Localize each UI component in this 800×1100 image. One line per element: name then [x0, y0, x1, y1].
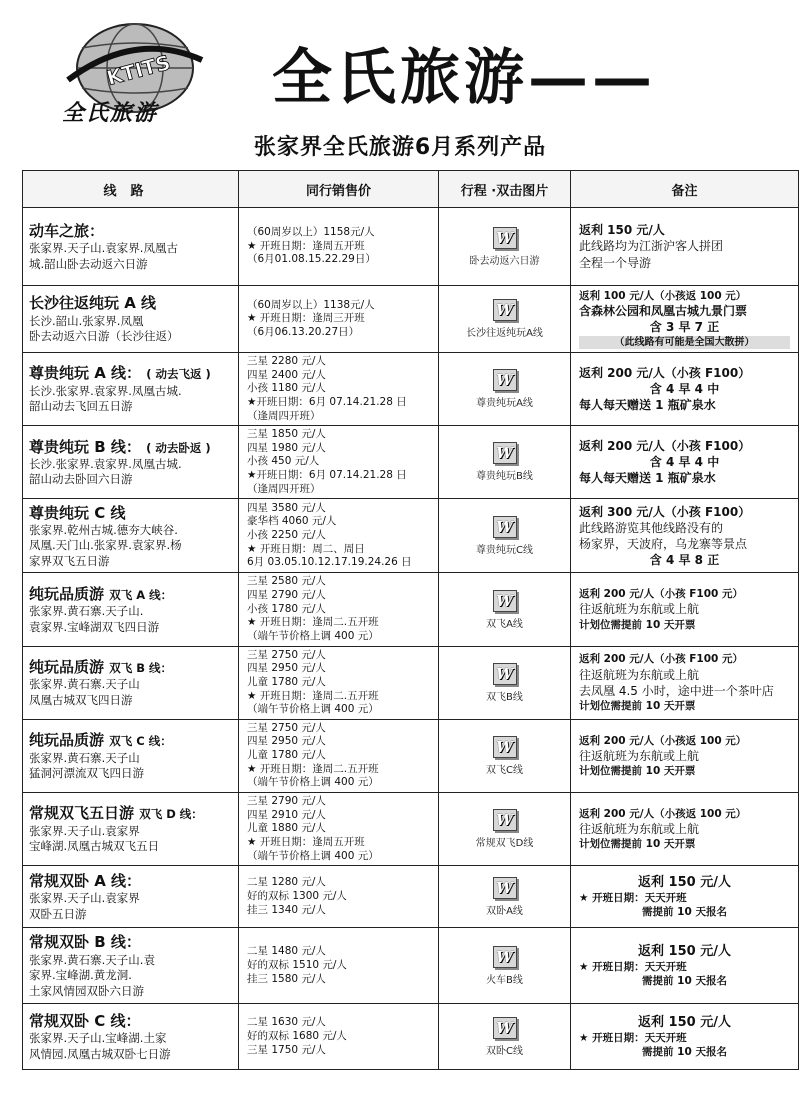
- route-desc-line: 张家界.黄石寨.天子山: [29, 750, 140, 765]
- route-title: 常规双飞五日游 双飞 D 线：: [29, 804, 203, 823]
- price-line: ★ 开班日期：逢周三开班: [247, 312, 365, 325]
- itinerary-doc-link[interactable]: [440, 227, 569, 267]
- route-desc-line: 凤凰.天门山.张家界.袁家界.杨: [29, 538, 182, 553]
- table-row: [23, 573, 799, 646]
- price-line: （逢周四开班）: [247, 482, 321, 495]
- word-doc-icon[interactable]: W: [493, 442, 517, 464]
- table-row: [23, 866, 799, 928]
- itinerary-doc-label: 双卧A线: [486, 905, 523, 917]
- price-line: 挂三 1340 元/人: [247, 903, 326, 916]
- itinerary-doc-cell: [439, 499, 571, 573]
- word-doc-icon[interactable]: W: [493, 946, 517, 968]
- itinerary-doc-link[interactable]: [440, 736, 569, 776]
- price-line: 三星 2750 元/人: [247, 648, 326, 661]
- price-line: 儿童 1780 元/人: [247, 675, 326, 688]
- price-line: 三星 1850 元/人: [247, 428, 326, 441]
- note-line: 返利 150 元/人: [638, 874, 731, 890]
- itinerary-doc-label: 火车B线: [486, 974, 523, 986]
- note-line: 含 4 早 8 正: [649, 553, 720, 568]
- col-header-itinerary: 行程 ·双击图片: [439, 171, 571, 208]
- note-line: 往返航班为东航或上航: [579, 602, 700, 617]
- route-cell: [23, 793, 239, 866]
- itinerary-doc-link[interactable]: [440, 590, 569, 630]
- note-line: 每人每天赠送 1 瓶矿泉水: [579, 471, 716, 486]
- note-line: 返利 150 元/人: [638, 943, 731, 959]
- route-cell: [23, 1004, 239, 1070]
- price-cell: [239, 646, 439, 719]
- route-title: 尊贵纯玩 B 线： ( 动去卧返 ): [29, 437, 211, 456]
- price-line: 小孩 1780 元/人: [247, 602, 326, 615]
- itinerary-doc-cell: [439, 286, 571, 353]
- itinerary-doc-cell: [439, 719, 571, 792]
- price-line: （60周岁以上）1138元/人: [247, 298, 375, 311]
- price-line: 三星 1750 元/人: [247, 1043, 326, 1056]
- itinerary-doc-cell: [439, 793, 571, 866]
- price-cell: [239, 286, 439, 353]
- itinerary-doc-link[interactable]: [440, 877, 569, 917]
- price-line: ★开班日期：6月 07.14.21.28 日: [247, 469, 407, 482]
- price-line: 三星 2580 元/人: [247, 575, 326, 588]
- price-line: （60周岁以上）1158元/人: [247, 226, 375, 239]
- note-line: 计划位需提前 10 天开票: [579, 765, 696, 777]
- price-line: 三星 2750 元/人: [247, 721, 326, 734]
- notes-cell: [571, 719, 799, 792]
- route-desc-line: 张家界.天子山.宝峰湖.土家: [29, 1031, 167, 1046]
- route-desc-line: 宝峰湖.凤凰古城双飞五日: [29, 839, 160, 854]
- col-header-price: 同行销售价: [239, 171, 439, 208]
- notes-cell: [571, 353, 799, 426]
- word-doc-icon[interactable]: W: [493, 877, 517, 899]
- notes-cell: [571, 208, 799, 286]
- price-cell: [239, 866, 439, 928]
- table-row: [23, 928, 799, 1004]
- note-line: 返利 100 元/人（小孩返 100 元）: [579, 289, 747, 302]
- route-cell: [23, 646, 239, 719]
- col-header-notes: 备注: [571, 171, 799, 208]
- word-doc-icon[interactable]: W: [493, 809, 517, 831]
- table-row: [23, 499, 799, 573]
- price-cell: [239, 426, 439, 499]
- route-title-suffix: ( 动去卧返 ): [146, 440, 211, 455]
- table-row: [23, 646, 799, 719]
- note-line: 往返航班为东航或上航: [579, 822, 700, 837]
- word-doc-icon[interactable]: W: [493, 663, 517, 685]
- route-desc-line: 土家风情园双卧六日游: [29, 983, 144, 998]
- price-line: （6月01.08.15.22.29日）: [247, 253, 376, 266]
- price-line: 小孩 2250 元/人: [247, 529, 326, 542]
- table-row: [23, 353, 799, 426]
- note-line: 计划位需提前 10 天开票: [579, 838, 696, 851]
- notes-cell: [571, 573, 799, 646]
- word-doc-icon[interactable]: W: [493, 1017, 517, 1039]
- itinerary-doc-cell: [439, 426, 571, 499]
- note-line: 含 4 早 4 中: [649, 455, 720, 470]
- price-line: 四星 2400 元/人: [247, 368, 326, 381]
- route-desc-line: 卧去动返六日游（长沙往返）: [29, 329, 179, 344]
- price-cell: [239, 1004, 439, 1070]
- price-line: （端午节价格上调 400 元）: [247, 703, 379, 716]
- itinerary-doc-cell: [439, 573, 571, 646]
- price-cell: [239, 353, 439, 426]
- price-line: 二星 1480 元/人: [247, 945, 326, 958]
- note-line: 返利 200 元/人（小孩返 100 元）: [579, 807, 747, 820]
- notes-cell: [571, 286, 799, 353]
- note-line: 往返航班为东航或上航: [579, 748, 700, 763]
- note-line: 返利 300 元/人（小孩 F100）: [579, 504, 751, 519]
- price-line: ★ 开班日期：逢周五开班: [247, 239, 365, 252]
- itinerary-doc-label: 尊贵纯玩A线: [476, 398, 533, 410]
- note-line: 每人每天赠送 1 瓶矿泉水: [579, 398, 716, 413]
- price-line: 四星 2790 元/人: [247, 589, 326, 602]
- itinerary-doc-cell: [439, 866, 571, 928]
- price-line: ★ 开班日期：周二、周日: [247, 542, 365, 555]
- itinerary-doc-link[interactable]: [440, 1017, 569, 1057]
- note-line: 此线路游览其他线路没有的: [579, 520, 724, 535]
- notes-cell: [571, 499, 799, 573]
- word-doc-icon[interactable]: W: [493, 590, 517, 612]
- route-cell: [23, 286, 239, 353]
- route-cell: [23, 208, 239, 286]
- note-line: 返利 200 元/人（小孩 F100）: [579, 365, 751, 380]
- itinerary-doc-label: 尊贵纯玩B线: [476, 471, 533, 483]
- itinerary-doc-link[interactable]: [440, 516, 569, 556]
- route-cell: [23, 426, 239, 499]
- note-line: ★ 开班日期：天天开班: [579, 961, 687, 974]
- notes-cell: [571, 426, 799, 499]
- route-title: 尊贵纯玩 C 线: [29, 503, 126, 522]
- note-line: 需提前 10 天报名: [642, 1046, 727, 1059]
- price-line: 小孩 450 元/人: [247, 455, 320, 468]
- route-title: 常规双卧 A 线：: [29, 872, 142, 891]
- itinerary-doc-link[interactable]: [440, 809, 569, 849]
- itinerary-doc-cell: [439, 208, 571, 286]
- route-desc-line: 长沙.张家界.袁家界.凤凰古城.: [29, 456, 182, 471]
- price-cell: [239, 928, 439, 1004]
- price-line: ★ 开班日期：逢周二.五开班: [247, 616, 379, 629]
- itinerary-doc-label: 双卧C线: [486, 1045, 523, 1057]
- price-line: （端午节价格上调 400 元）: [247, 629, 379, 642]
- price-cell: [239, 719, 439, 792]
- route-title: 长沙往返纯玩 A 线: [29, 294, 157, 313]
- page-subtitle: 张家界全氏旅游6月系列产品: [253, 135, 547, 160]
- route-title: 纯玩品质游 双飞 B 线：: [29, 658, 173, 677]
- route-title: 常规双卧 B 线：: [29, 933, 141, 952]
- note-line: 计划位需提前 10 天开票: [579, 699, 696, 712]
- price-line: 小孩 1180 元/人: [247, 382, 326, 395]
- route-desc-line: 张家界.乾州古城.德夯大峡谷.: [29, 522, 178, 537]
- route-title-suffix: 双飞 D 线：: [139, 807, 203, 822]
- route-title-suffix: 双飞 A 线：: [109, 587, 173, 602]
- table-row: [23, 793, 799, 866]
- note-line: ★ 开班日期：天天开班: [579, 1032, 687, 1045]
- price-line: 6月 03.05.10.12.17.19.24.26 日: [247, 556, 412, 569]
- itinerary-doc-link[interactable]: [440, 663, 569, 703]
- price-line: 四星 1980 元/人: [247, 441, 326, 454]
- price-line: 二星 1630 元/人: [247, 1016, 326, 1029]
- route-desc-line: 凤凰古城双飞四日游: [29, 692, 133, 707]
- route-title-suffix: ( 动去飞返 ): [146, 367, 211, 382]
- route-desc-line: 双卧五日游: [29, 906, 87, 921]
- price-line: （逢周四开班）: [247, 409, 321, 422]
- note-line: 返利 200 元/人（小孩 F100 元）: [579, 588, 743, 601]
- note-line: 去凤凰 4.5 小时，途中进一个茶叶店: [579, 683, 774, 698]
- word-doc-icon[interactable]: W: [493, 736, 517, 758]
- note-line: 需提前 10 天报名: [642, 906, 727, 919]
- route-desc-line: 韶山动去飞回五日游: [29, 399, 133, 414]
- itinerary-doc-label: 长沙往返纯玩A线: [466, 328, 543, 339]
- col-header-route: 线路: [23, 171, 239, 208]
- route-desc-line: 张家界.黄石寨.天子山: [29, 677, 140, 692]
- note-line: 计划位需提前 10 天开票: [579, 618, 696, 631]
- note-line: 含 4 早 4 中: [649, 382, 720, 396]
- price-line: ★ 开班日期：逢周二.五开班: [247, 762, 379, 775]
- table-row: [23, 719, 799, 792]
- route-title: 纯玩品质游 双飞 C 线：: [29, 731, 172, 750]
- itinerary-doc-link[interactable]: [440, 442, 569, 482]
- route-desc-line: 猛洞河漂流双飞四日游: [29, 766, 144, 781]
- logo-script-text: 全氏旅游: [62, 100, 159, 126]
- itinerary-doc-label: 卧去动返六日游: [469, 255, 540, 267]
- word-doc-icon[interactable]: W: [493, 516, 517, 538]
- price-line: （端午节价格上调 400 元）: [247, 776, 379, 789]
- note-line: 此线路均为江浙沪客人拼团: [579, 239, 724, 254]
- route-title: 尊贵纯玩 A 线： ( 动去飞返 ): [29, 364, 211, 383]
- notes-cell: [571, 928, 799, 1004]
- table-body: [23, 208, 799, 1070]
- note-line: 全程一个导游: [579, 255, 652, 270]
- price-line: ★ 开班日期：逢周二.五开班: [247, 689, 379, 702]
- price-line: （端午节价格上调 400 元）: [247, 849, 379, 862]
- price-line: 好的双标 1510 元/人: [247, 958, 347, 971]
- price-line: 儿童 1780 元/人: [247, 749, 326, 762]
- table-row: [23, 286, 799, 353]
- itinerary-doc-label: 尊贵纯玩C线: [476, 544, 533, 556]
- word-doc-icon[interactable]: W: [493, 227, 517, 249]
- price-line: 好的双标 1300 元/人: [247, 889, 347, 902]
- note-line: （此线路有可能是全国大散拼）: [579, 336, 790, 350]
- route-desc-line: 张家界.天子山.袁家界: [29, 891, 140, 906]
- price-line: （6月06.13.20.27日）: [247, 325, 360, 338]
- note-line: 含 3 早 7 正: [649, 320, 720, 335]
- price-line: 四星 2910 元/人: [247, 808, 326, 821]
- route-cell: [23, 353, 239, 426]
- price-line: ★ 开班日期：逢周五开班: [247, 835, 365, 848]
- route-desc-line: 城.韶山卧去动返六日游: [29, 256, 148, 271]
- route-cell: [23, 928, 239, 1004]
- price-line: 挂三 1580 元/人: [247, 972, 326, 985]
- note-line: 返利 150 元/人: [579, 223, 665, 238]
- itinerary-doc-link[interactable]: [440, 369, 569, 409]
- itinerary-doc-cell: [439, 1004, 571, 1070]
- note-line: 返利 200 元/人（小孩返 100 元）: [579, 734, 747, 747]
- table-header-row: [23, 171, 799, 208]
- note-line: 需提前 10 天报名: [642, 975, 727, 988]
- route-desc-line: 张家界.天子山.袁家界: [29, 823, 140, 838]
- price-line: 三星 2280 元/人: [247, 355, 326, 367]
- price-cell: [239, 573, 439, 646]
- note-line: 往返航班为东航或上航: [579, 667, 700, 682]
- brand-title: 全氏旅游——: [272, 43, 656, 113]
- price-line: 豪华档 4060 元/人: [247, 515, 337, 528]
- note-line: 返利 200 元/人（小孩 F100）: [579, 439, 751, 454]
- route-desc-line: 张家界.黄石寨.天子山.袁: [29, 952, 155, 967]
- price-cell: [239, 208, 439, 286]
- table-row: [23, 208, 799, 286]
- notes-cell: [571, 793, 799, 866]
- route-cell: [23, 719, 239, 792]
- route-title: 纯玩品质游 双飞 A 线：: [29, 584, 173, 603]
- route-desc-line: 长沙.张家界.袁家界.凤凰古城.: [29, 383, 182, 398]
- route-desc-line: 韶山动去卧回六日游: [29, 472, 133, 487]
- price-line: 四星 2950 元/人: [247, 735, 326, 748]
- price-line: 好的双标 1680 元/人: [247, 1029, 347, 1042]
- table-row: [23, 1004, 799, 1070]
- note-line: ★ 开班日期：天天开班: [579, 892, 687, 905]
- route-title: 常规双卧 C 线：: [29, 1012, 141, 1031]
- page-header: [0, 0, 800, 160]
- price-line: ★开班日期：6月 07.14.21.28 日: [247, 395, 407, 408]
- route-desc-line: 长沙.韶山.张家界.凤凰: [29, 313, 144, 328]
- logo-text: KTITS: [104, 50, 173, 91]
- product-table: [22, 170, 799, 1070]
- price-line: 三星 2790 元/人: [247, 795, 326, 808]
- route-cell: [23, 499, 239, 573]
- itinerary-doc-link[interactable]: [440, 946, 569, 986]
- price-cell: [239, 499, 439, 573]
- route-title-suffix: 双飞 C 线：: [109, 734, 172, 749]
- note-line: 杨家界，天波府，乌龙寨等景点: [579, 536, 748, 551]
- price-line: 二星 1280 元/人: [247, 876, 326, 889]
- itinerary-doc-label: 双飞B线: [486, 691, 523, 703]
- notes-cell: [571, 646, 799, 719]
- route-title: 动车之旅：: [29, 221, 105, 240]
- notes-cell: [571, 866, 799, 928]
- route-desc-line: 张家界.黄石寨.天子山.: [29, 604, 144, 619]
- route-cell: [23, 573, 239, 646]
- route-title-suffix: 双飞 B 线：: [109, 661, 173, 676]
- itinerary-doc-cell: [439, 928, 571, 1004]
- note-line: 返利 200 元/人（小孩 F100 元）: [579, 653, 743, 666]
- route-desc-line: 风情园.凤凰古城双卧七日游: [29, 1046, 171, 1061]
- notes-cell: [571, 1004, 799, 1070]
- route-desc-line: 张家界.天子山.袁家界.凤凰古: [29, 241, 178, 256]
- route-cell: [23, 866, 239, 928]
- note-line: 含森林公园和凤凰古城九景门票: [579, 304, 748, 319]
- price-line: 儿童 1880 元/人: [247, 822, 326, 835]
- itinerary-doc-link[interactable]: [440, 299, 569, 339]
- table-row: [23, 426, 799, 499]
- price-line: 四星 3580 元/人: [247, 501, 326, 514]
- itinerary-doc-label: 双飞C线: [486, 764, 523, 776]
- route-desc-line: 家界双飞五日游: [29, 553, 110, 568]
- price-cell: [239, 793, 439, 866]
- itinerary-doc-label: 双飞A线: [486, 618, 523, 630]
- route-desc-line: 家界.宝峰湖.黄龙洞.: [29, 968, 132, 983]
- itinerary-doc-label: 常规双飞D线: [475, 838, 534, 850]
- itinerary-doc-cell: [439, 646, 571, 719]
- price-line: 四星 2950 元/人: [247, 662, 326, 675]
- note-line: 返利 150 元/人: [638, 1014, 731, 1030]
- route-desc-line: 袁家界.宝峰湖双飞四日游: [29, 619, 160, 634]
- word-doc-icon[interactable]: W: [493, 299, 517, 321]
- word-doc-icon[interactable]: W: [493, 369, 517, 391]
- itinerary-doc-cell: [439, 353, 571, 426]
